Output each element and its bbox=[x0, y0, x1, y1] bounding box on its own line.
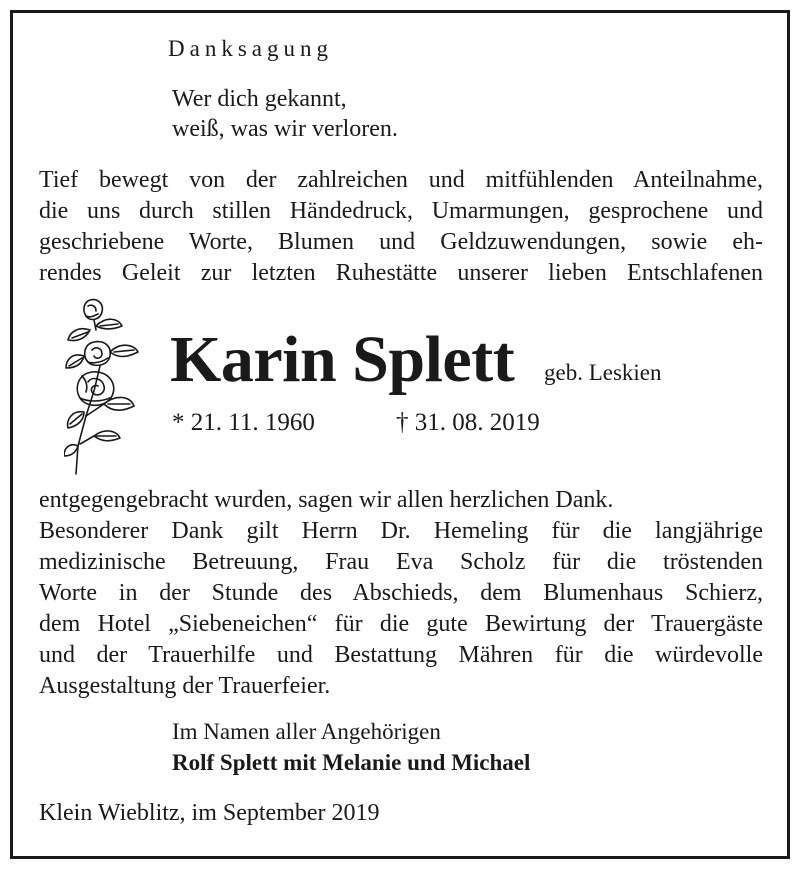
thanks-line: Worte in der Stunde des Abschieds, dem Blumenhaus Schierz, bbox=[39, 580, 763, 606]
notice-heading: Danksagung bbox=[168, 36, 333, 61]
intro-line: Tief bewegt von der zahlreichen und mitfühlenden Anteilnahme, bbox=[39, 167, 763, 193]
rose-icon bbox=[64, 296, 142, 476]
intro-line: geschriebene Worte, Blumen und Geldzuwendungen, sowie eh- bbox=[39, 229, 763, 255]
deceased-name: Karin Splett bbox=[170, 323, 515, 396]
death-date: † 31. 08. 2019 bbox=[396, 409, 540, 436]
signature-intro: Im Namen aller Angehörigen bbox=[172, 719, 441, 744]
signature-names: Rolf Splett mit Melanie und Michael bbox=[172, 750, 531, 775]
place-date: Klein Wieblitz, im September 2019 bbox=[39, 800, 380, 826]
thanks-line: und der Trauerhilfe und Bestattung Mähren für die würdevolle bbox=[39, 642, 763, 668]
birth-date: * 21. 11. 1960 bbox=[172, 409, 315, 436]
quote-line: Wer dich gekannt, bbox=[172, 86, 347, 112]
thanks-line: dem Hotel „Siebeneichen“ für die gute Bewirtung der Trauergäste bbox=[39, 611, 763, 637]
quote-line: weiß, was wir verloren. bbox=[172, 116, 398, 142]
thanks-line: Ausgestaltung der Trauerfeier. bbox=[39, 673, 331, 699]
thanks-line: entgegengebracht wurden, sagen wir allen herzlichen Dank. bbox=[39, 487, 614, 513]
birth-name: geb. Leskien bbox=[544, 360, 662, 385]
intro-line: die uns durch stillen Händedruck, Umarmungen, gesprochene und bbox=[39, 198, 763, 224]
intro-line: rendes Geleit zur letzten Ruhestätte unserer lieben Entschlafenen bbox=[39, 260, 763, 286]
thanks-line: Besonderer Dank gilt Herrn Dr. Hemeling für die langjährige bbox=[39, 518, 763, 544]
thanks-line: medizinische Betreuung, Frau Eva Scholz für die tröstenden bbox=[39, 549, 763, 575]
